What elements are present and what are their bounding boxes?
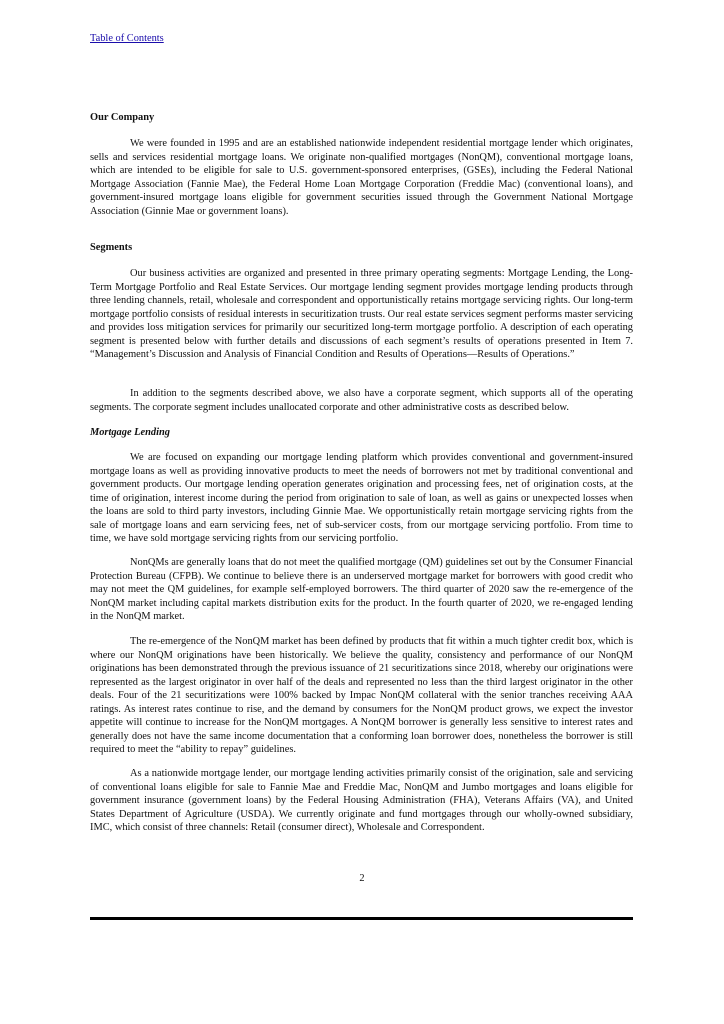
paragraph-mortgage-lending-4: As a nationwide mortgage lender, our mortgage lending activities primarily consist of the origination, sale and servicing of conventional loans eligible for sale to Fannie Mae and Freddie Mac, NonQM and Jumbo mortgages and loans eligible for government insurance (government loans) by the Federal Housing Administration (FHA), Veterans Affairs (VA), and United States Department of Agriculture (USDA). We currently originate and fund mortgages through our wholly-owned subsidiary, IMC, which consist of three channels: Retail (consumer direct), Wholesale and Correspondent.: [90, 768, 633, 834]
heading-our-company: Our Company: [90, 112, 155, 123]
page-divider: [90, 917, 633, 920]
page-number: 2: [359, 873, 365, 884]
paragraph-mortgage-lending-2: NonQMs are generally loans that do not meet the qualified mortgage (QM) guidelines set out by the Consumer Financial Protection Bureau (CFPB). We continue to believe there is an underserved mortgage market for borrowers with good credit who may not meet the QM guidelines, for example self-employed borrowers. The third quarter of 2020 saw the re-emergence of the NonQM market including capital markets distribution exits for the product. In the fourth quarter of 2020, we re-engaged lending in the NonQM market.: [90, 557, 633, 623]
paragraph-mortgage-lending-3: The re-emergence of the NonQM market has been defined by products that fit within a much tighter credit box, which is where our NonQM originations have been historically. We believe the quality, consistency and performance of our NonQM originations has been demonstrated through the previous issuance of 21 securitizations since 2018, whereby our originations were represented as the largest originator in over half of the deals and represented no less than the third largest originator in the other deals. Four of the 21 securitizations were 100% backed by Impac NonQM collateral with the senior tranches receiving AAA ratings. As interest rates continue to rise, and the demand by consumers for the NonQM product grows, we expect the investor appetite will continue to increase for the NonQM mortgages. A NonQM borrower is generally less sensitive to interest rates and generally does not have the same income documentation that a conforming loan borrower does, nonetheless the borrower is still required to meet the “ability to repay” guidelines.: [90, 636, 633, 756]
heading-segments: Segments: [90, 242, 133, 253]
paragraph-segments-2: In addition to the segments described above, we also have a corporate segment, which supports all of the operating segments. The corporate segment includes unallocated corporate and other administrative costs as described below.: [90, 388, 633, 413]
paragraph-our-company: We were founded in 1995 and are an established nationwide independent residential mortgage lender which originates, sells and services residential mortgage loans. We originate non-qualified mortgages (NonQM), conventional mortgage loans, which are intended to be eligible for sale to U.S. government-sponsored enterprises, (GSEs), including the Federal National Mortgage Association (Fannie Mae), the Federal Home Loan Mortgage Corporation (Freddie Mac) (conventional loans), and government-insured mortgage loans eligible for government securities issued through the Government National Mortgage Association (Ginnie Mae or government loans).: [90, 138, 633, 217]
paragraph-segments-1: Our business activities are organized and presented in three primary operating segments: Mortgage Lending, the Long-Term Mortgage Portfolio and Real Estate Services. Our mortgage lending segment provides mortgage lending products through three lending channels, retail, wholesale and correspondent and opportunistically retains mortgage servicing rights. Our long-term mortgage portfolio consists of residual interests in securitization trusts. Our real estate services segment performs master servicing and provides loss mitigation services for primarily our securitized long-term mortgage portfolio. A description of each operating segment is presented below with further details and discussions of each segment’s results of operations presented in Item 7. “Management’s Discussion and Analysis of Financial Condition and Results of Operations—Results of Operations.”: [90, 268, 633, 361]
heading-mortgage-lending: Mortgage Lending: [90, 427, 170, 438]
paragraph-mortgage-lending-1: We are focused on expanding our mortgage lending platform which provides conventional and government-insured mortgage loans as well as providing innovative products to meet the needs of borrowers not met by traditional conventional and government products. Our mortgage lending operation generates origination and processing fees, net of origination costs, at the time of origination, interest income during the period from origination to sale of loan, as well as gains or unexpected losses when the loans are sold to third party investors, including Ginnie Mae. We opportunistically retain mortgage servicing rights from the sale of mortgage loans and earn servicing fees, net of sub-servicer costs, from our mortgage servicing portfolio. From time to time, we have sold mortgage servicing rights from our servicing portfolio.: [90, 452, 633, 545]
table-of-contents-link[interactable]: Table of Contents: [90, 33, 164, 44]
